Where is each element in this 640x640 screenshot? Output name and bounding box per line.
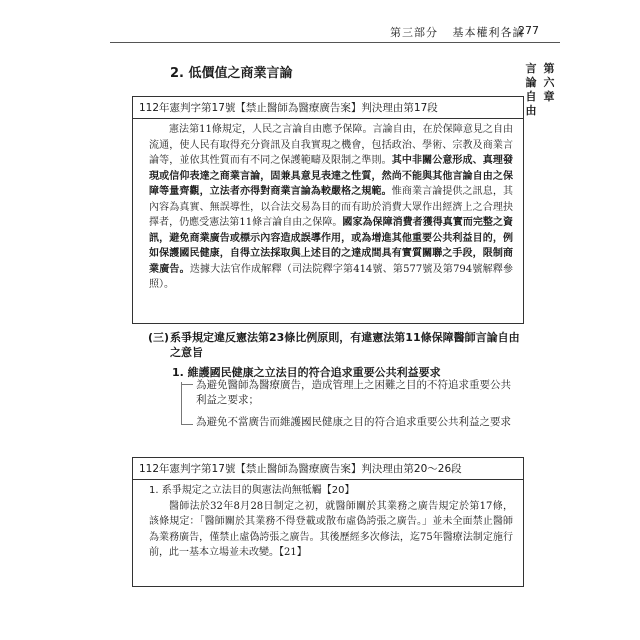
quote-paragraph: 醫師法於32年8月28日制定之初，就醫師關於其業務之廣告規定於第17條，該條規定：「醫師關於其業務不得登載或散布虛偽誇張之廣告。」並未全面禁止醫師為業務廣告，僅禁止虛偽誇張之廣告。其後歷經多次修法，迄75年醫療法制定施行前，此一基本立場並未改變。【21】 (149, 500, 513, 558)
section-title: 2. 低價值之商業言論 (170, 66, 293, 81)
quote-sentence-emphasis: 國家為保障消費者獲得真實而完整之資訊，避免商業廣告或標示內容造成誤導作用，或為增進其他重要公共利益目的，例如保護國民健康，自得立法採取與上述目的之達成間具有實質關聯之手段，限制商業廣告。 (149, 217, 514, 275)
quote-box-heading: 112年憲判字第17號【禁止醫師為醫療廣告案】判決理由第20～26段 (133, 458, 523, 480)
side-tab-chapter: 第六章 (543, 62, 555, 103)
bracket-arm (181, 384, 193, 385)
quote-box-ruling-17 (132, 96, 524, 324)
requirement-item: 為避免不當廣告而維護國民健康之目的符合追求重要公共利益之要求 (196, 416, 511, 428)
page-number: 277 (518, 24, 539, 37)
running-header (390, 24, 535, 40)
quote-box-heading: 112年憲判字第17號【禁止醫師為醫療廣告案】判決理由第17段 (133, 97, 523, 119)
subsection-heading (148, 330, 528, 360)
subsection-title: 系爭規定違反憲法第23條比例原則，有違憲法第11條保障醫師言論自由之意旨 (170, 331, 520, 359)
quote-paragraph (149, 122, 513, 293)
quote-sentence: 迭據大法官作成解釋（司法院釋字第414號、第577號及第794號解釋參照）。 (149, 263, 513, 290)
quote-sub-heading: 1. 系爭規定之立法目的與憲法尚無牴觸【20】 (149, 485, 355, 496)
quote-box-body (133, 480, 523, 565)
header-chapter-title: 基本權利各論 (452, 26, 525, 39)
quote-box-ruling-20-26 (132, 457, 524, 587)
quote-box-body (133, 119, 523, 297)
quote-sentence: 憲法第11條規定，人民之言論自由應予保障。言論自由，在於保障意見之自由流通，使人民有取得充分資訊及自我實現之機會，包括政治、學術、宗教及商業言論等，並依其性質而有不同之保護範疇及限制之準則。 (149, 124, 513, 166)
bracket-arm (181, 424, 193, 425)
requirement-item: 為避免醫師為醫療廣告，造成管理上之困難之目的不符追求重要公共利益之要求； (196, 379, 511, 406)
requirement-bracket (181, 382, 190, 424)
quote-sentence: 惟商業言論提供之訊息，其內容為真實、無誤導性，以合法交易為目的而有助於消費大眾作出經濟上之合理抉擇者，仍應受憲法第11條言論自由之保障。 (149, 186, 514, 228)
subsection-number: (三) (148, 331, 170, 344)
side-tab-topic: 言論自由 (525, 62, 537, 117)
header-part: 第三部分 (390, 26, 438, 39)
header-rule (110, 42, 560, 43)
quote-sentence-emphasis: 其中非關公意形成、真理發現或信仰表達之商業言論，固兼具意見表達之性質，然尚不能與其他言論自由之保障等量齊觀，立法者亦得對商業言論為較嚴格之規範。 (149, 155, 514, 197)
item-heading: 1. 維護國民健康之立法目的符合追求重要公共利益要求 (172, 366, 441, 379)
